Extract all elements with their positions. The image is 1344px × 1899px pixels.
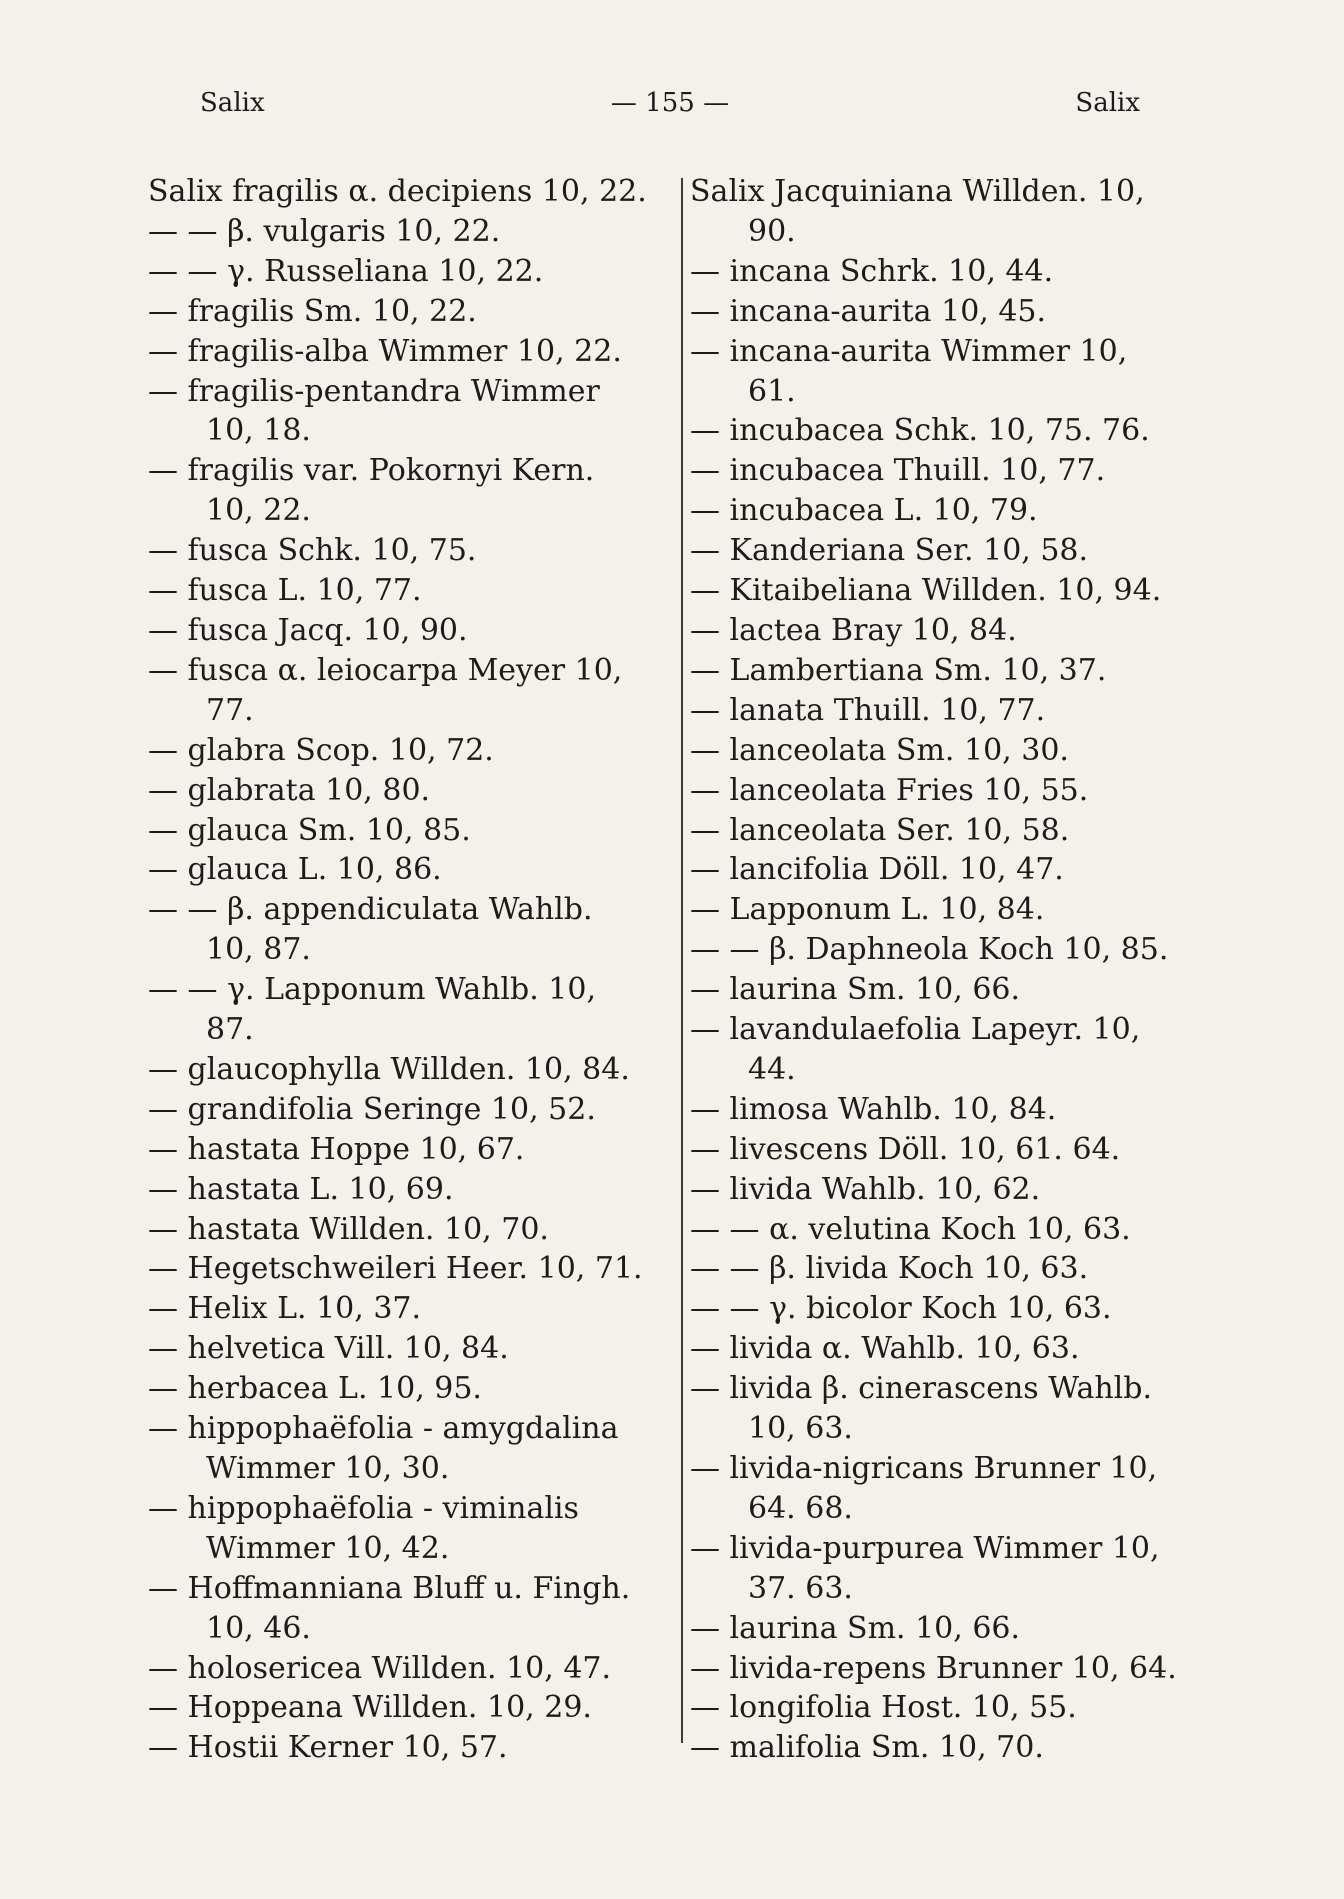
index-entry: — hippophaëfolia - viminalis bbox=[148, 1490, 579, 1526]
index-entry: — livescens Döll. 10, 61. 64. bbox=[690, 1131, 1121, 1167]
index-entry: — — β. livida Koch 10, 63. bbox=[690, 1251, 1089, 1287]
index-entry: Wimmer 10, 30. bbox=[206, 1451, 450, 1486]
index-entry: — fusca Schk. 10, 75. bbox=[148, 533, 477, 569]
index-entry: — helvetica Vill. 10, 84. bbox=[148, 1331, 509, 1367]
page-number: — 155 — bbox=[610, 88, 730, 118]
index-entry: 90. bbox=[748, 213, 796, 249]
index-entry: 10, 18. bbox=[206, 413, 311, 449]
index-entry: — fusca α. leiocarpa Meyer 10, bbox=[148, 652, 623, 688]
index-entry: — incubacea Schk. 10, 75. 76. bbox=[690, 413, 1150, 449]
index-entry: — — γ. Russeliana 10, 22. bbox=[148, 253, 544, 289]
index-entry: — Hoffmanniana Bluff u. Fingh. bbox=[148, 1570, 631, 1606]
index-entry: — Hostii Kerner 10, 57. bbox=[148, 1730, 508, 1766]
index-entry: — Hegetschweileri Heer. 10, 71. bbox=[148, 1251, 643, 1287]
index-entry: — — γ. bicolor Koch 10, 63. bbox=[690, 1291, 1112, 1327]
index-entry: — fusca L. 10, 77. bbox=[148, 573, 422, 609]
index-entry: — — β. Daphneola Koch 10, 85. bbox=[690, 932, 1169, 968]
index-entry: Salix Jacquiniana Willden. 10, bbox=[690, 174, 1145, 209]
index-entry: — hastata Willden. 10, 70. bbox=[148, 1211, 549, 1247]
index-entry: — lancifolia Döll. 10, 47. bbox=[690, 852, 1064, 888]
index-entry: — lanceolata Ser. 10, 58. bbox=[690, 812, 1070, 848]
index-entry: — Kitaibeliana Willden. 10, 94. bbox=[690, 573, 1162, 609]
index-entry: — fusca Jacq. 10, 90. bbox=[148, 612, 468, 648]
index-entry: — incana-aurita 10, 45. bbox=[690, 293, 1047, 329]
index-entry: 37. 63. bbox=[748, 1570, 853, 1606]
index-entry: — livida α. Wahlb. 10, 63. bbox=[690, 1331, 1080, 1367]
index-entry: 87. bbox=[206, 1012, 254, 1048]
index-entry: Wimmer 10, 42. bbox=[206, 1530, 450, 1566]
index-entry: — holosericea Willden. 10, 47. bbox=[148, 1650, 612, 1686]
index-entry: — limosa Wahlb. 10, 84. bbox=[690, 1091, 1057, 1127]
index-entry: — glauca L. 10, 86. bbox=[148, 852, 442, 888]
header-right-title: Salix bbox=[1075, 88, 1140, 118]
index-entry: — hippophaëfolia - amygdalina bbox=[148, 1411, 619, 1447]
index-entry: — glaucophylla Willden. 10, 84. bbox=[148, 1051, 630, 1087]
index-entry: 61. bbox=[748, 373, 796, 409]
index-entry: 10, 87. bbox=[206, 932, 311, 968]
index-entry: 10, 63. bbox=[748, 1411, 853, 1447]
index-entry: — laurina Sm. 10, 66. bbox=[690, 1610, 1021, 1646]
index-entry: — fragilis var. Pokornyi Kern. bbox=[148, 453, 595, 489]
index-entry: — lactea Bray 10, 84. bbox=[690, 612, 1017, 648]
index-entry: — incubacea L. 10, 79. bbox=[690, 493, 1038, 529]
column-divider bbox=[681, 178, 683, 1743]
index-column-left bbox=[148, 172, 688, 1768]
header-left-title: Salix bbox=[200, 88, 265, 118]
index-entry: — — β. vulgaris 10, 22. bbox=[148, 213, 501, 249]
index-entry: — incubacea Thuill. 10, 77. bbox=[690, 453, 1106, 489]
index-entry: — Helix L. 10, 37. bbox=[148, 1291, 422, 1327]
index-entry: — Lambertiana Sm. 10, 37. bbox=[690, 652, 1107, 688]
index-column-right bbox=[690, 172, 1230, 1768]
index-entry: — — α. velutina Koch 10, 63. bbox=[690, 1211, 1131, 1247]
index-entry: — — γ. Lapponum Wahlb. 10, bbox=[148, 972, 596, 1008]
index-entry: — malifolia Sm. 10, 70. bbox=[690, 1730, 1044, 1766]
index-entry: — fragilis-pentandra Wimmer bbox=[148, 373, 600, 409]
index-entry: Salix fragilis α. decipiens 10, 22. bbox=[148, 174, 647, 209]
index-entry: — lanata Thuill. 10, 77. bbox=[690, 692, 1046, 728]
index-entry: — livida-repens Brunner 10, 64. bbox=[690, 1650, 1177, 1686]
index-entry: — lanceolata Fries 10, 55. bbox=[690, 772, 1089, 808]
index-entry: — grandifolia Seringe 10, 52. bbox=[148, 1091, 596, 1127]
index-entry: — longifolia Host. 10, 55. bbox=[690, 1690, 1077, 1726]
index-entry: — incana Schrk. 10, 44. bbox=[690, 253, 1054, 289]
index-entry: 44. bbox=[748, 1051, 796, 1087]
index-entry: — Lapponum L. 10, 84. bbox=[690, 892, 1045, 928]
index-entry: — laurina Sm. 10, 66. bbox=[690, 972, 1021, 1008]
index-entry: 64. 68. bbox=[748, 1490, 853, 1526]
index-entry: — livida-nigricans Brunner 10, bbox=[690, 1451, 1158, 1486]
index-entry: — Hoppeana Willden. 10, 29. bbox=[148, 1690, 592, 1726]
index-entry: — hastata Hoppe 10, 67. bbox=[148, 1131, 525, 1167]
index-entry: 10, 22. bbox=[206, 493, 311, 529]
index-entry: — fragilis Sm. 10, 22. bbox=[148, 293, 477, 329]
index-entry: — glabra Scop. 10, 72. bbox=[148, 732, 494, 768]
index-entry: — glabrata 10, 80. bbox=[148, 772, 431, 808]
index-entry: — livida-purpurea Wimmer 10, bbox=[690, 1530, 1160, 1566]
index-entry: — livida β. cinerascens Wahlb. bbox=[690, 1371, 1152, 1407]
index-entry: 77. bbox=[206, 692, 254, 728]
index-entry: — lavandulaefolia Lapeyr. 10, bbox=[690, 1012, 1141, 1048]
index-entry: — fragilis-alba Wimmer 10, 22. bbox=[148, 333, 622, 369]
index-entry: — — β. appendiculata Wahlb. bbox=[148, 892, 593, 928]
index-entry: — glauca Sm. 10, 85. bbox=[148, 812, 471, 848]
index-entry: — lanceolata Sm. 10, 30. bbox=[690, 732, 1069, 768]
index-entry: — Kanderiana Ser. 10, 58. bbox=[690, 533, 1089, 569]
index-entry: — hastata L. 10, 69. bbox=[148, 1171, 454, 1207]
index-entry: 10, 46. bbox=[206, 1610, 311, 1646]
index-entry: — herbacea L. 10, 95. bbox=[148, 1371, 482, 1407]
index-entry: — livida Wahlb. 10, 62. bbox=[690, 1171, 1041, 1207]
index-entry: — incana-aurita Wimmer 10, bbox=[690, 333, 1128, 369]
running-header bbox=[200, 88, 1140, 128]
